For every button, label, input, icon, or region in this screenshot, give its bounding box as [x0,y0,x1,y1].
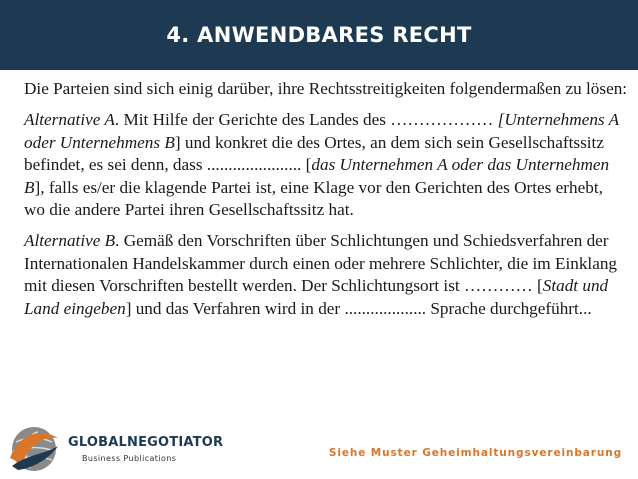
alternative-b-paragraph [24,230,628,320]
alternative-a-placeholder-party: das Unternehmen A oder das Unternehmen B [24,155,610,197]
alternative-a-text-2: ] und konkret die des Ortes, an dem sich sein Gesellschaftssitz befindet, es sei denn, dass ...................... [ [24,132,604,175]
alternative-a-text-1: . Mit Hilfe der Gerichte des Landes des ……………… [114,110,498,130]
alternative-a-label: Alternative A [24,110,115,130]
alternative-b-label: Alternative B [24,231,116,251]
logo-name: GLOBALNEGOTIATOR [68,435,224,450]
alternative-a-paragraph [24,109,628,221]
logo-subtitle: Business Publications [82,454,177,463]
alternative-a-text-3: ], falls es/er die klagende Partei ist, eine Klage vor den Gerichten des Ortes erhebt, wo die andere Partei ihren Gesellschaftssitz hat. [24,177,603,220]
slide-title: 4. ANWENDBARES RECHT [166,23,472,47]
alternative-b-text-2: ] und das Verfahren wird in der ................... Sprache durchgeführt... [125,298,592,318]
slide-header [0,0,638,70]
alternative-b-placeholder-location: Stadt und Land eingeben [24,276,609,318]
globe-logo-icon [8,424,60,474]
slide-content [24,78,628,320]
alternative-b-text-1: . Gemäß den Vorschriften über Schlichtungen und Schiedsverfahren der Internationalen Handelskammer durch einen oder mehrere Schlichter, die im Einklang mit diesen Vorschriften bestellt werden. Der Schlichtungsort ist ………… [ [24,231,618,296]
slide-footer [0,420,638,479]
intro-paragraph: Die Parteien sind sich einig darüber, ihre Rechtsstreitigkeiten folgendermaßen zu lösen: [24,79,628,98]
footer-note: Siehe Muster Geheimhaltungsvereinbarung [328,447,622,459]
globalnegotiator-logo [8,424,224,474]
alternative-a-placeholder-company: [Unternehmens A oder Unternehmens B [24,110,619,152]
